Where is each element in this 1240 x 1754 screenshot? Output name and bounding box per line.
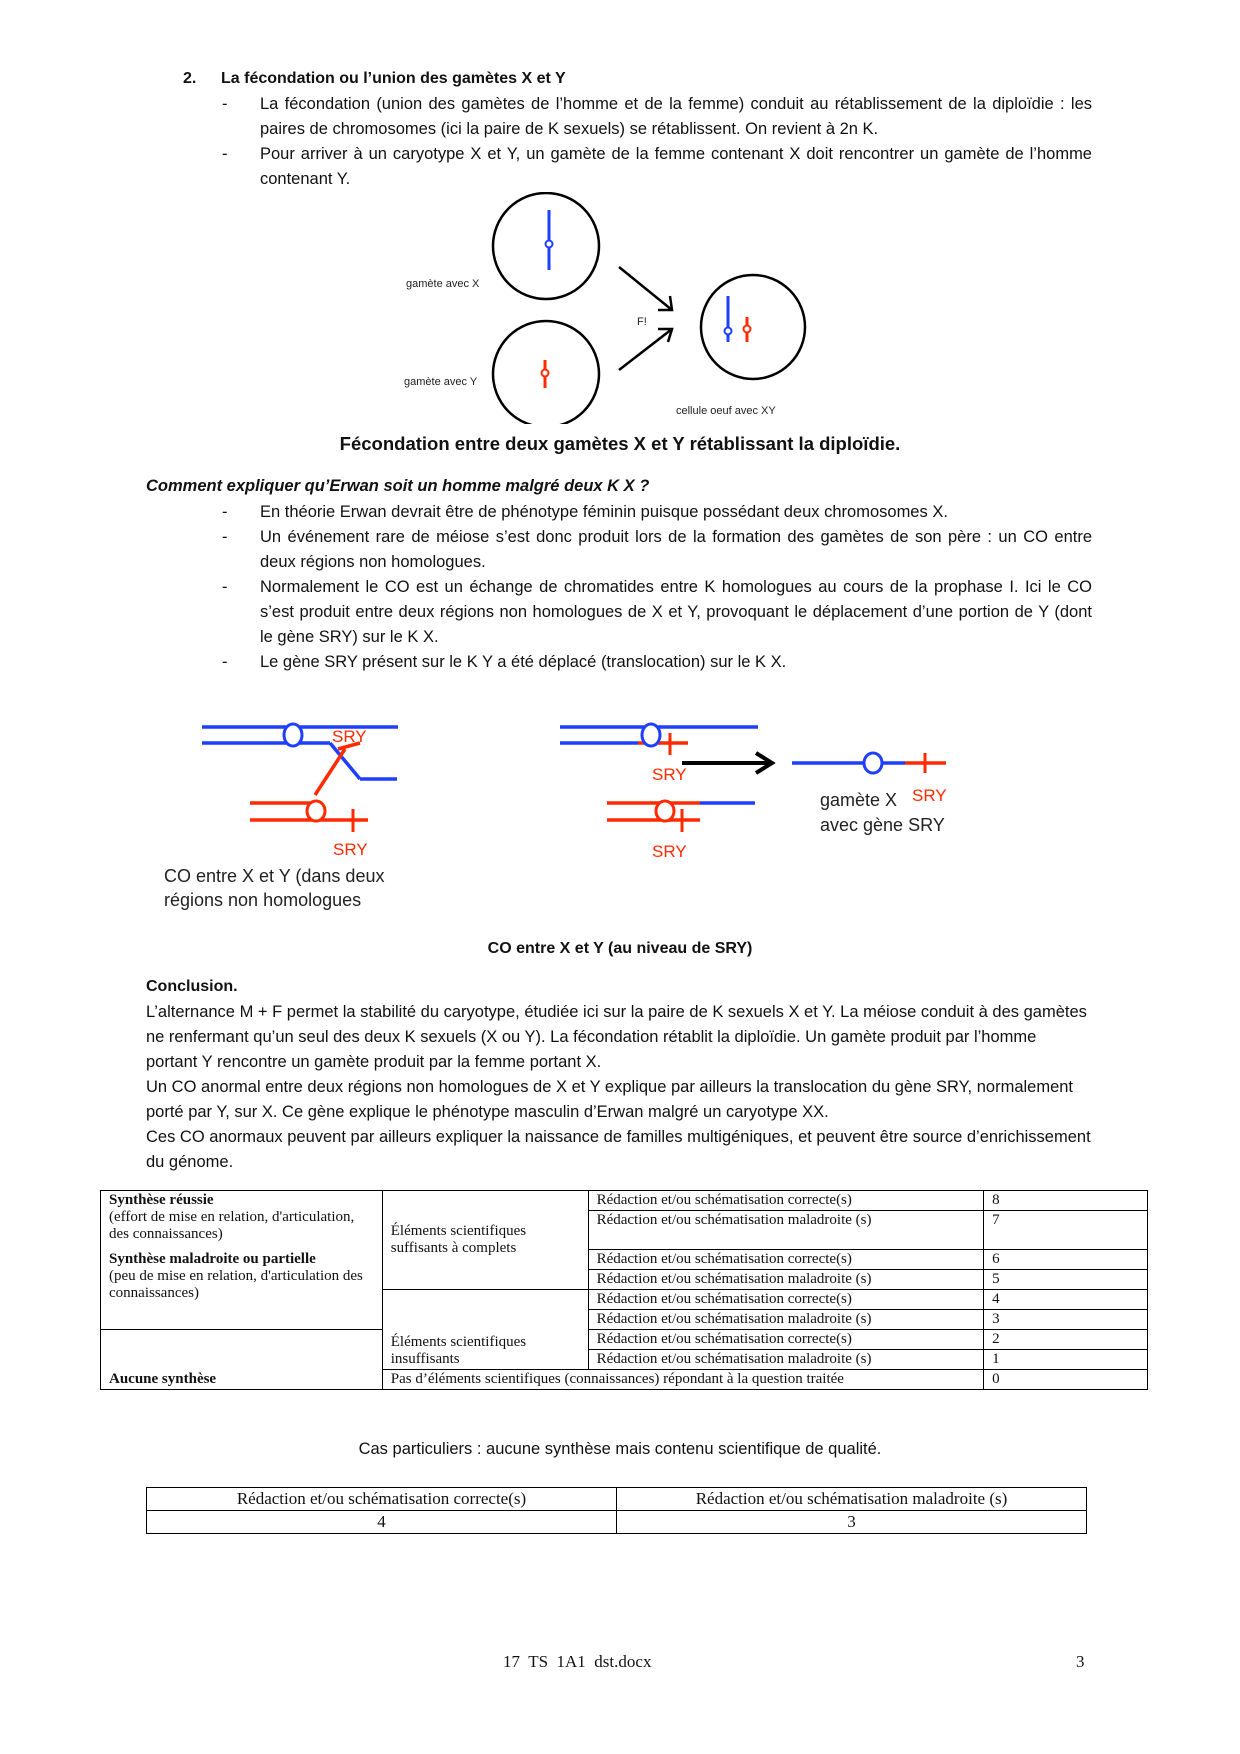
grading-table [100, 1190, 1148, 1390]
sry-label: SRY [332, 727, 367, 746]
question-title: Comment expliquer qu’Erwan soit un homme malgré deux K X ? [146, 477, 650, 495]
page-number: 3 [1076, 1652, 1085, 1671]
list-item: - Pour arriver à un caryotype X et Y, un gamète de la femme contenant X doit rencontrer un gamète de l’homme contenant Y. [222, 142, 1092, 192]
table-header: Rédaction et/ou schématisation maladroite (s) [617, 1488, 1087, 1511]
conclusion-paragraph: Ces CO anormaux peuvent par ailleurs expliquer la naissance de familles multigéniques, et peuvent être source d’enrichissement du génome. [146, 1128, 1091, 1171]
egg-cell [701, 275, 805, 379]
synth-none-title: Aucune synthèse [109, 1371, 217, 1387]
table-cell: Rédaction et/ou schématisation correcte(s) [588, 1290, 984, 1310]
list-item: - Un événement rare de méiose s’est donc produit lors de la formation des gamètes de son père : un CO entre deux régions non homologues. [222, 525, 1092, 575]
table-cell: Pas d’éléments scientifiques (connaissances) répondant à la question traitée [382, 1370, 983, 1390]
arrow-top [619, 267, 672, 310]
list-item: - Normalement le CO est un échange de chromatides entre K homologues au cours de la prophase I. Ici le CO s’est produit entre deux régions non homologues de X et Y, provoquant le déplacement d’une portion de Y (dont le gène SRY) sur le K X. [222, 575, 1092, 650]
score-cell: 2 [984, 1330, 1148, 1350]
score-cell: 6 [984, 1250, 1148, 1270]
sry-label: SRY [652, 842, 687, 861]
section-number: 2. [183, 70, 197, 87]
list-item: - Le gène SRY présent sur le K Y a été déplacé (translocation) sur le K X. [222, 650, 1092, 675]
synth-none-cell [101, 1330, 383, 1390]
sry-label: SRY [912, 786, 947, 805]
sry-label: SRY [652, 765, 687, 784]
score-cell: 5 [984, 1270, 1148, 1290]
section-title-text: La fécondation ou l’union des gamètes X et Y [221, 70, 566, 87]
arrow-bottom [619, 329, 672, 370]
figure1-caption: Fécondation entre deux gamètes X et Y rétablissant la diploïdie. [339, 433, 901, 454]
table-cell: Rédaction et/ou schématisation maladroite (s) [588, 1310, 984, 1330]
table-cell: Rédaction et/ou schématisation correcte(s) [588, 1330, 984, 1350]
table-cell: Rédaction et/ou schématisation maladroite (s) [588, 1211, 984, 1250]
figure2-caption: CO entre X et Y (au niveau de SRY) [487, 940, 753, 957]
special-cases-table [146, 1487, 1087, 1534]
list-item: - La fécondation (union des gamètes de l’homme et de la femme) conduit au rétablissement de la diploïdie : les paires de chromosomes (ici la paire de K sexuels) se rétablissent. On revient à 2n K. [222, 92, 1092, 142]
conclusion-paragraph: Un CO anormal entre deux régions non homologues de X et Y explique par ailleurs la translocation du gène SRY, normalement porté par Y, sur X. Ce gène explique le phénotype masculin d’Erwan malgré un caryotype XX. [146, 1078, 1074, 1121]
gamete-label-line2: avec gène SRY [820, 815, 945, 835]
synth-ok-title: Synthèse réussie [109, 1192, 214, 1208]
question-bullets [222, 500, 1092, 675]
score-cell: 0 [984, 1370, 1148, 1390]
conclusion-body [146, 1000, 1092, 1175]
sry-label: SRY [333, 840, 368, 859]
list-item: - En théorie Erwan devrait être de phénotype féminin puisque possédant deux chromosomes X. [222, 500, 1092, 525]
footer-filename: 17 TS 1A1 dst.docx [503, 1652, 652, 1671]
score-cell: 7 [984, 1211, 1148, 1250]
section-bullets [222, 92, 1092, 192]
elements-ko-cell: Éléments scientifiques insuffisants [382, 1290, 588, 1370]
table-cell: 4 [147, 1511, 617, 1534]
co-label-line1: CO entre X et Y (dans deux [164, 866, 385, 886]
table-cell: Rédaction et/ou schématisation maladroite (s) [588, 1350, 984, 1370]
co-label-line2: régions non homologues [164, 890, 362, 910]
table-cell: Rédaction et/ou schématisation correcte(s) [588, 1250, 984, 1270]
conclusion-title: Conclusion. [146, 978, 238, 995]
section-title [183, 70, 566, 88]
gamete-label-line1: gamète X [820, 790, 898, 810]
table-cell: Rédaction et/ou schématisation correcte(s) [588, 1191, 984, 1211]
elements-ok-cell: Éléments scientifiques suffisants à complets [382, 1191, 588, 1290]
synth-ok-desc: (effort de mise en relation, d'articulation, des connaissances) [109, 1209, 355, 1242]
synth-partial-desc: (peu de mise en relation, d'articulation des connaissances) [109, 1267, 363, 1301]
label-egg-cell: cellule oeuf avec XY [676, 405, 776, 417]
conclusion-paragraph: L’alternance M + F permet la stabilité du caryotype, étudiée ici sur la paire de K sexuels X et Y. La méiose conduit à des gamètes ne renfermant qu’un seul des deux K sexuels (X ou Y). La fécondation rétablit la diploïdie. Un gamète produit par l’homme portant Y rencontre un gamète produit par la femme portant X. [146, 1003, 1087, 1071]
special-cases-note: Cas particuliers : aucune synthèse mais contenu scientifique de qualité. [358, 1440, 882, 1458]
table-cell: Rédaction et/ou schématisation maladroite (s) [588, 1270, 984, 1290]
table-header: Rédaction et/ou schématisation correcte(s) [147, 1488, 617, 1511]
score-cell: 4 [984, 1290, 1148, 1310]
label-f: F! [637, 316, 647, 328]
label-gamete-x: gamète avec X [406, 278, 480, 290]
synth-partial-cell [101, 1250, 383, 1330]
table-cell: 3 [617, 1511, 1087, 1534]
label-gamete-y: gamète avec Y [404, 376, 478, 388]
fecundation-diagram [390, 192, 830, 424]
synth-ok-cell [101, 1191, 383, 1250]
score-cell: 3 [984, 1310, 1148, 1330]
crossover-diagram [160, 715, 1080, 925]
score-cell: 8 [984, 1191, 1148, 1211]
score-cell: 1 [984, 1350, 1148, 1370]
synth-partial-title: Synthèse maladroite ou partielle [109, 1250, 316, 1267]
